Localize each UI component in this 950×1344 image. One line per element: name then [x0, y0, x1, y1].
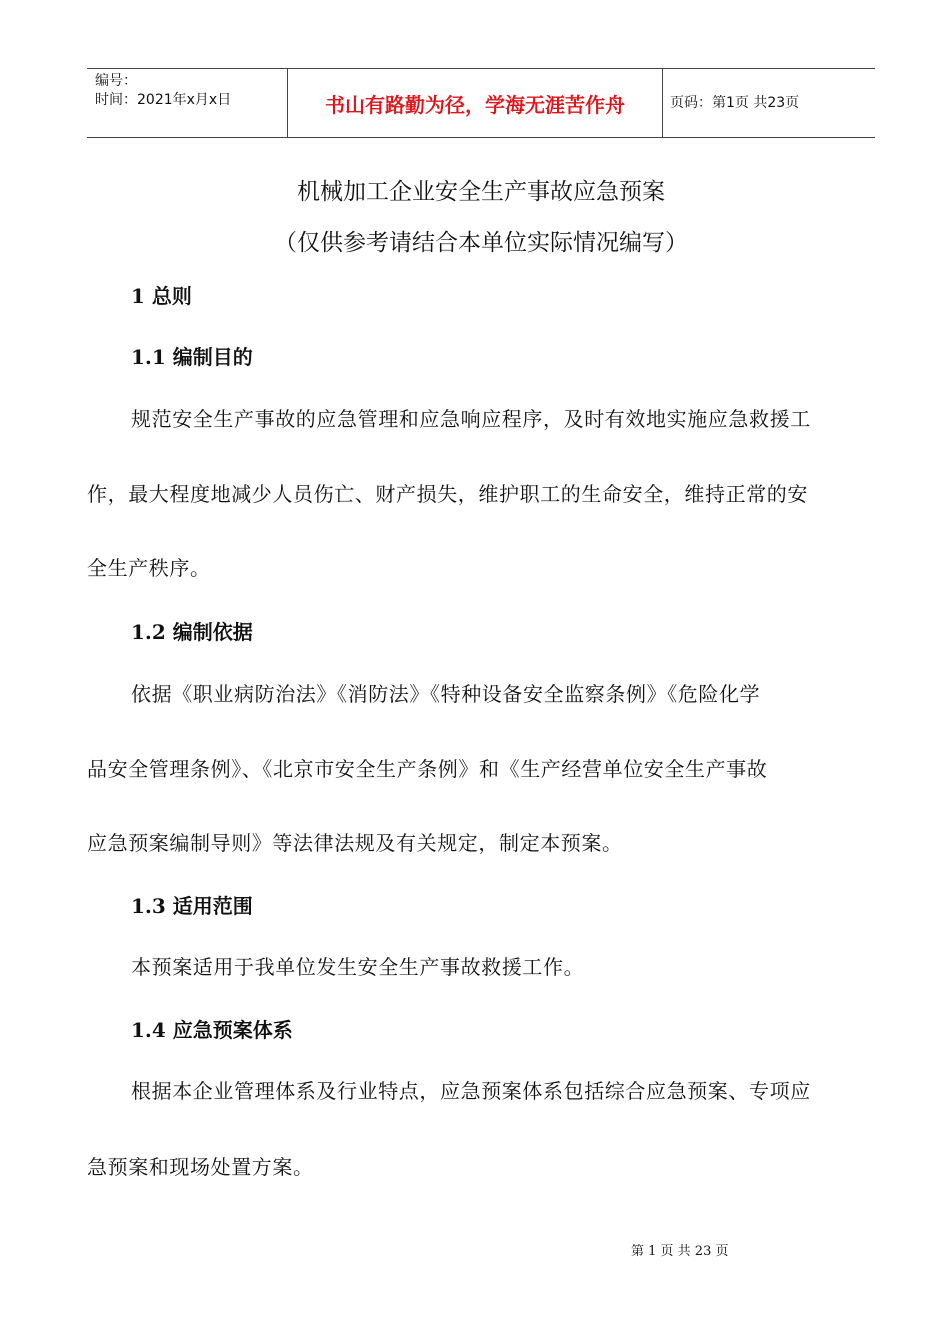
- paragraph-line: 根据本企业管理体系及行业特点，应急预案体系包括综合应急预案、专项应: [131, 1079, 811, 1103]
- section-heading-1-3: 1.3 适用范围: [131, 894, 253, 918]
- motto-text: 书山有路勤为径，学海无涯苦作舟: [325, 93, 625, 117]
- paragraph-line: 依据《职业病防治法》《消防法》《特种设备安全监察条例》《危险化学: [131, 682, 761, 706]
- paragraph-line: 全生产秩序。: [87, 556, 211, 580]
- footer-page-number: 第 1 页 共 23 页: [631, 1244, 729, 1259]
- paragraph-line: 作，最大程度地减少人员伤亡、财产损失，维护职工的生命安全，维持正常的安: [87, 482, 808, 506]
- serial-label: 编号：: [95, 73, 137, 89]
- header-meta-cell: [87, 69, 287, 137]
- paragraph-line: 规范安全生产事故的应急管理和应急响应程序，及时有效地实施应急救援工: [131, 407, 811, 431]
- document-title: 机械加工企业安全生产事故应急预案: [297, 179, 665, 205]
- document-subtitle: （仅供参考请结合本单位实际情况编写）: [274, 230, 688, 256]
- paragraph-line: 品安全管理条例》、《北京市安全生产条例》和《生产经营单位安全生产事故: [87, 757, 768, 781]
- paragraph-line: 急预案和现场处置方案。: [87, 1155, 314, 1179]
- time-label: 时间：2021年x月x日: [95, 92, 232, 108]
- paragraph-line: 应急预案编制导则》等法律法规及有关规定，制定本预案。: [87, 831, 623, 855]
- header-motto-cell: [287, 69, 663, 137]
- header-page-cell: [662, 69, 875, 137]
- section-heading-1-2: 1.2 编制依据: [131, 620, 253, 644]
- paragraph-line: 本预案适用于我单位发生安全生产事故救援工作。: [131, 955, 585, 979]
- section-heading-1: 1 总则: [131, 284, 192, 308]
- document-header: [87, 68, 875, 138]
- section-heading-1-1: 1.1 编制目的: [131, 345, 253, 369]
- section-heading-1-4: 1.4 应急预案体系: [131, 1018, 293, 1042]
- header-page-info: 页码：第1页 共23页: [670, 95, 800, 111]
